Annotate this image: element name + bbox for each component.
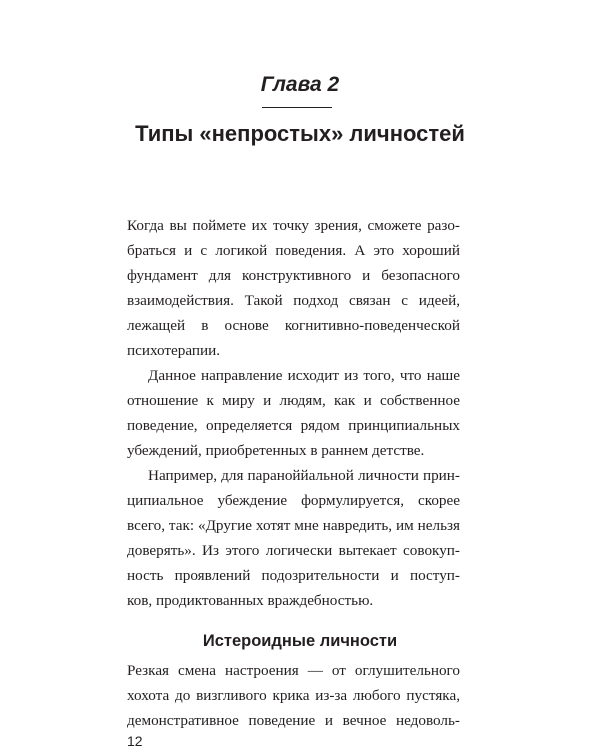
section-line-3: демонстративное поведение и вечное недоволь- [127,712,460,729]
paragraph-3-line-5: ность проявлений подозрительности и поступ- [127,567,460,584]
page-number: 12 [127,733,143,749]
paragraph-2-line-2: отношение к миру и людям, как и собственное [127,392,460,409]
paragraph-1-line-1: Когда вы поймете их точку зрения, сможете разо- [127,217,460,234]
paragraph-1-line-3: фундамент для конструктивного и безопасного [127,267,460,284]
section-line-1: Резкая смена настроения — от оглушительного [127,662,460,679]
paragraph-1-line-6: психотерапии. [127,342,221,359]
paragraph-1-line-2: браться и с логикой поведения. А это хороший [127,242,460,259]
paragraph-2-line-4: убеждений, приобретенных в раннем детстве. [127,442,425,459]
chapter-divider [262,107,332,108]
paragraph-2-line-1: Данное направление исходит из того, что наше [148,367,460,384]
chapter-label: Глава 2 [260,73,340,96]
section-heading: Истероидные личности [202,632,398,650]
paragraph-3-line-3: всего, так: «Другие хотят мне навредить, им нельзя [127,517,460,534]
paragraph-3-line-1: Например, для параноййальной личности прин- [148,467,460,484]
paragraph-1-line-4: взаимодействия. Такой подход связан с идеей, [127,292,460,309]
paragraph-3-line-2: ципиальное убеждение формулируется, скорее [127,492,460,509]
section-line-2: хохота до визгливого крика из-за любого пустяка, [127,687,460,704]
paragraph-1-line-5: лежащей в основе когнитивно-поведенческой [127,317,460,334]
chapter-title: Типы «непростых» личностей [135,121,465,146]
paragraph-2-line-3: поведение, определяется рядом принципиальных [127,417,460,434]
paragraph-3-line-4: доверять». Из этого логически вытекает совокуп- [127,542,460,559]
paragraph-3-line-6: ков, продиктованных враждебностью. [127,592,374,609]
